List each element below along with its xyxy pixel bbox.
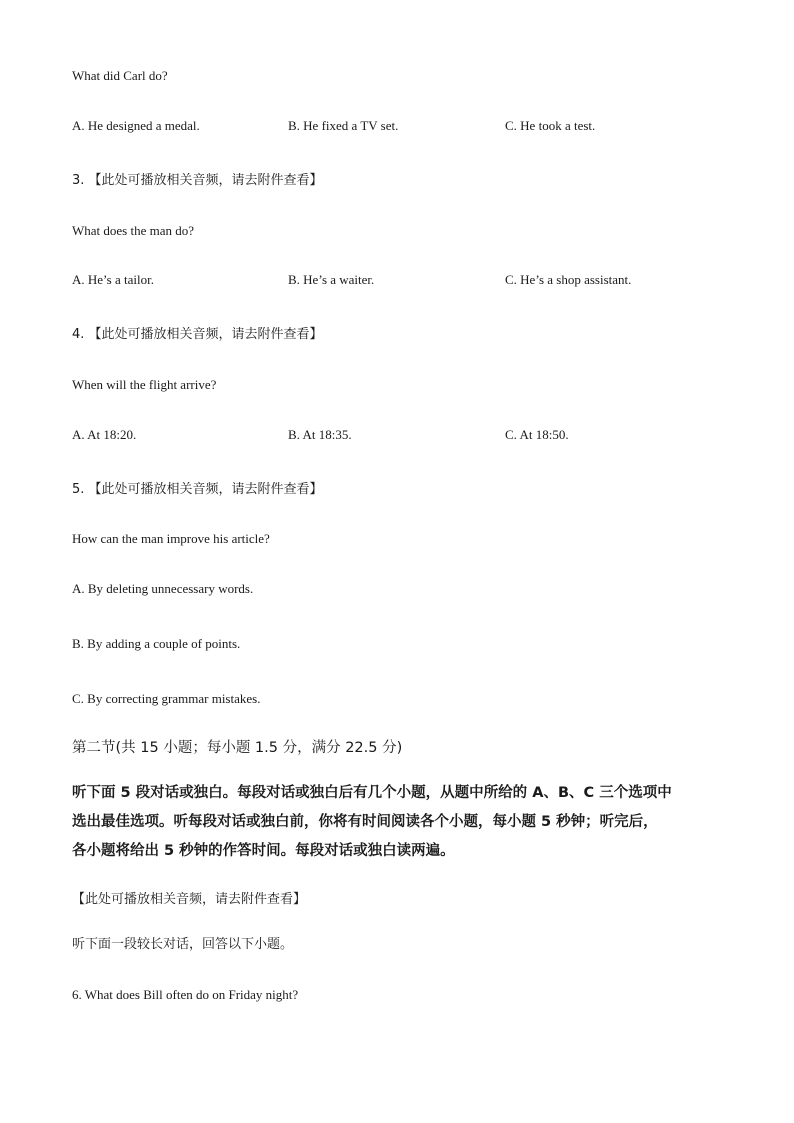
question-5-header: 5. 【此处可播放相关音频，请去附件查看】 xyxy=(72,482,323,497)
section-2-instructions-line-3: 各小题将给出 5 秒钟的作答时间。每段对话或独白读两遍。 xyxy=(72,843,455,859)
question-3-header: 3. 【此处可播放相关音频，请去附件查看】 xyxy=(72,173,323,188)
question-5-option-b: B. By adding a couple of points. xyxy=(72,636,241,651)
question-3-option-a: A. He’s a tailor. xyxy=(72,272,154,287)
question-6-text: 6. What does Bill often do on Friday night? xyxy=(72,987,299,1002)
question-3-option-b: B. He’s a waiter. xyxy=(288,272,375,287)
question-2-option-a: A. He designed a medal. xyxy=(72,118,200,133)
question-2-option-c: C. He took a test. xyxy=(505,118,596,133)
question-3-text: What does the man do? xyxy=(72,223,195,238)
question-5-option-a: A. By deleting unnecessary words. xyxy=(72,581,254,596)
question-2-text: What did Carl do? xyxy=(72,68,168,83)
audio-note: 【此处可播放相关音频，请去附件查看】 xyxy=(72,892,307,907)
question-4-header: 4. 【此处可播放相关音频，请去附件查看】 xyxy=(72,327,323,342)
question-4-option-c: C. At 18:50. xyxy=(505,427,569,442)
question-4-text: When will the flight arrive? xyxy=(72,377,217,392)
question-3-option-c: C. He’s a shop assistant. xyxy=(505,272,632,287)
section-2-instructions xyxy=(72,779,724,866)
question-5-option-c: C. By correcting grammar mistakes. xyxy=(72,691,261,706)
question-4-option-b: B. At 18:35. xyxy=(288,427,352,442)
question-5-text: How can the man improve his article? xyxy=(72,531,270,546)
question-2-option-b: B. He fixed a TV set. xyxy=(288,118,399,133)
dialogue-lead-in: 听下面一段较长对话，回答以下小题。 xyxy=(72,937,294,952)
section-2-instructions-line-2: 选出最佳选项。听每段对话或独白前，你将有时间阅读各个小题，每小题 5 秒钟；听完后， xyxy=(72,814,658,830)
question-4-option-a: A. At 18:20. xyxy=(72,427,137,442)
section-2-instructions-line-1: 听下面 5 段对话或独白。每段对话或独白后有几个小题，从题中所给的 A、B、C 三个选项中 xyxy=(72,785,672,801)
section-2-title: 第二节(共 15 小题；每小题 1.5 分，满分 22.5 分) xyxy=(72,740,403,756)
